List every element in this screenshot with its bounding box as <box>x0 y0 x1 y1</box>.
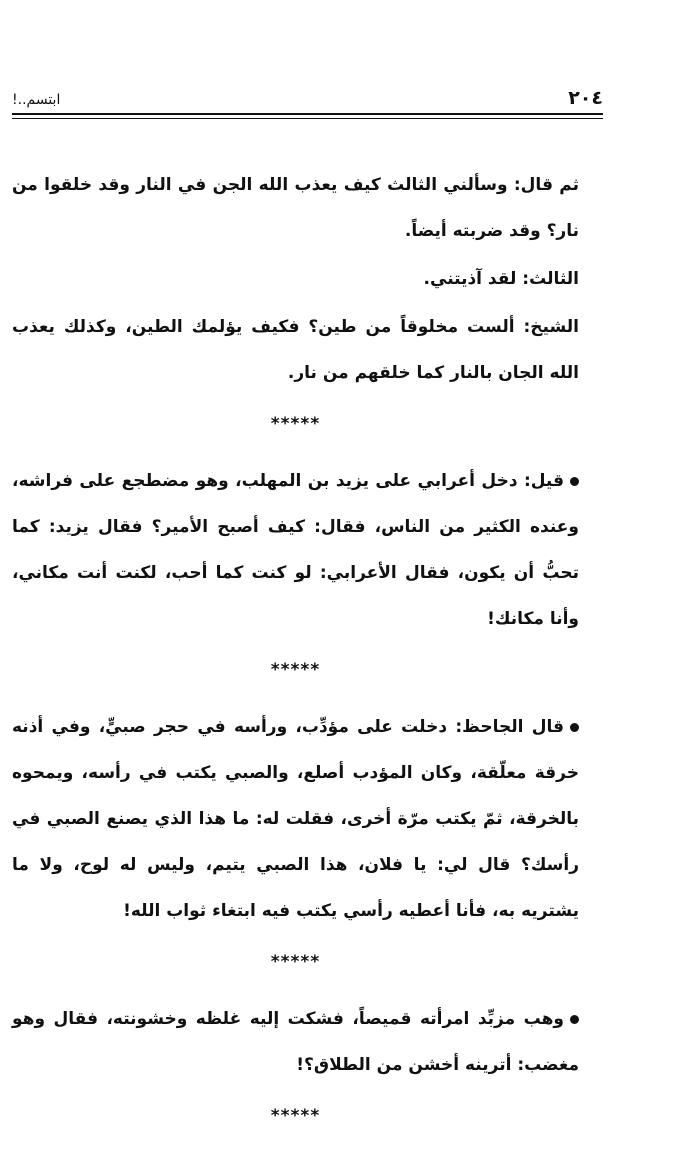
header-rule-thin <box>12 118 603 119</box>
anecdote-text: وهب مزبِّد امرأته قميصاً، فشكت إليه غلظه وخشونته، فقال وهو مغضب: أترينه أخشن من الطلاق؟! <box>12 1009 579 1075</box>
running-title: ابتسم..! <box>12 92 61 108</box>
section-separator: ***** <box>270 414 321 434</box>
header-rule-thick <box>12 113 603 115</box>
bullet-icon <box>570 723 579 732</box>
anecdote-paragraph <box>12 704 579 934</box>
section-separator: ***** <box>270 1106 321 1126</box>
bullet-icon <box>570 477 579 486</box>
section-separator: ***** <box>270 660 321 680</box>
anecdote-text: قيل: دخل أعرابي على يزيد بن المهلب، وهو مضطجع على فراشه، وعنده الكثير من الناس، فقال: كيف أصبح الأمير؟ فقال يزيد: كما تحبُّ أن يكون، فقال الأعرابي: لو كنت كما أحب، لكنت أنت مكاني، وأنا مكانك! <box>12 471 579 629</box>
section-separator: ***** <box>270 952 321 972</box>
page-body <box>12 162 579 1150</box>
anecdote-paragraph <box>12 458 579 642</box>
page-header <box>12 86 603 116</box>
paragraph-sheikh-answer: الشيخ: ألست مخلوقاً من طين؟ فكيف يؤلمك الطين، وكذلك يعذب الله الجان بالنار كما خلقهم من نار. <box>12 317 579 383</box>
page-number: ٢٠٤ <box>568 87 603 109</box>
bullet-icon <box>570 1015 579 1024</box>
anecdote-text: قال الجاحظ: دخلت على مؤدِّب، ورأسه في حجر صبيٍّ، وفي أذنه خرقة معلّقة، وكان المؤدب أصلع، والصبي يكتب في رأسه، ويمحوه بالخرقة، ثمّ يكتب مرّة أخرى، فقلت له: ما هذا الذي يصنع الصبي في رأسك؟ قال لي: يا فلان، هذا الصبي يتيم، وليس له لوح، ولا ما يشتريه به، فأنا أعطيه رأسي يكتب فيه ابتغاء ثواب الله! <box>12 717 579 921</box>
paragraph-question: ثم قال: وسألني الثالث كيف يعذب الله الجن في النار وقد خلقوا من نار؟ وقد ضربته أيضاً. <box>12 175 579 241</box>
paragraph-third-reply: الثالث: لقد آذيتني. <box>423 269 579 289</box>
anecdote-paragraph <box>12 996 579 1088</box>
